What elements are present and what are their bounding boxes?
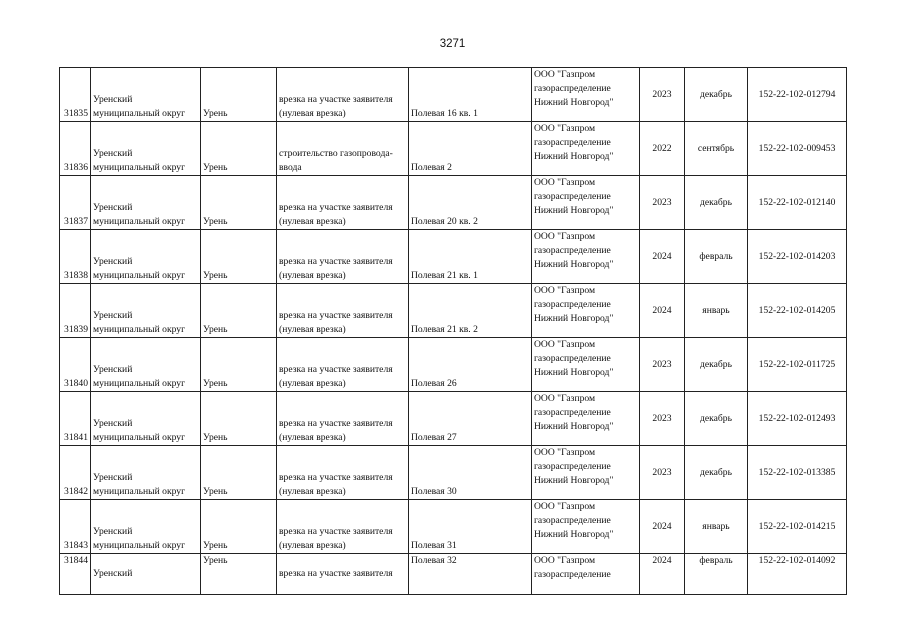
municipality-line: Уренский (93, 94, 133, 105)
table-row (60, 500, 847, 554)
organization-line: газораспределение (534, 245, 611, 256)
month: февраль (699, 250, 733, 262)
month-cell (685, 230, 748, 284)
code-cell (748, 122, 847, 176)
work-type-line: (нулевая врезка) (279, 432, 346, 443)
row-number-cell (60, 68, 91, 122)
register-table (59, 67, 847, 595)
work-type-line: (нулевая врезка) (279, 270, 346, 281)
municipality-cell (91, 176, 201, 230)
year: 2024 (652, 520, 672, 532)
year-cell (640, 176, 685, 230)
year-cell (640, 284, 685, 338)
row-number-cell (60, 392, 91, 446)
row-number: 31839 (64, 324, 88, 335)
address-cell (409, 392, 532, 446)
work-type-line: (нулевая врезка) (279, 216, 346, 227)
organization-line: ООО "Газпром (534, 285, 596, 296)
organization-line: ООО "Газпром (534, 447, 596, 458)
month: сентябрь (697, 142, 735, 154)
organization-cell (532, 500, 640, 554)
year-cell (640, 122, 685, 176)
work-type-cell (277, 554, 409, 595)
code-cell (748, 176, 847, 230)
address: Полевая 2 (411, 162, 452, 173)
organization-line: ООО "Газпром (534, 177, 596, 188)
locality: Урень (203, 378, 228, 389)
address-cell (409, 284, 532, 338)
organization-cell (532, 338, 640, 392)
organization-cell (532, 122, 640, 176)
month-cell (685, 500, 748, 554)
organization-cell (532, 284, 640, 338)
address: Полевая 31 (411, 540, 457, 551)
month: декабрь (700, 88, 732, 100)
municipality-line: Уренский (93, 148, 133, 159)
work-type-line: (нулевая врезка) (279, 378, 346, 389)
organization-line: Нижний Новгород" (534, 475, 614, 486)
year: 2023 (652, 412, 672, 424)
work-type-cell (277, 68, 409, 122)
municipality-line: муниципальный округ (93, 324, 186, 335)
code: 152-22-102-014205 (758, 304, 836, 316)
code: 152-22-102-012794 (758, 88, 836, 100)
year: 2023 (652, 358, 672, 370)
organization-line: ООО "Газпром (534, 231, 596, 242)
locality: Урень (203, 216, 228, 227)
organization-line: Нижний Новгород" (534, 259, 614, 270)
month: декабрь (700, 196, 732, 208)
month-cell (685, 338, 748, 392)
row-number-cell (60, 284, 91, 338)
municipality-line: Уренский (93, 256, 133, 267)
code: 152-22-102-012493 (758, 412, 836, 424)
address: Полевая 16 кв. 1 (411, 108, 478, 119)
organization-line: ООО "Газпром (534, 123, 596, 134)
row-number: 31836 (64, 162, 88, 173)
month-cell (685, 68, 748, 122)
code: 152-22-102-009453 (758, 142, 836, 154)
municipality-cell (91, 230, 201, 284)
month: январь (702, 304, 730, 316)
code: 152-22-102-014092 (758, 555, 836, 566)
locality-cell (201, 176, 277, 230)
organization-cell (532, 230, 640, 284)
locality-cell (201, 500, 277, 554)
municipality-line: Уренский (93, 472, 133, 483)
work-type-line: (нулевая врезка) (279, 108, 346, 119)
year-cell (640, 500, 685, 554)
code-cell (748, 446, 847, 500)
municipality-line: Уренский (93, 526, 133, 537)
month: декабрь (700, 358, 732, 370)
row-number-cell (60, 122, 91, 176)
organization-line: ООО "Газпром (534, 501, 596, 512)
work-type-line: (нулевая врезка) (279, 540, 346, 551)
locality-cell (201, 230, 277, 284)
municipality-line: Уренский (93, 202, 133, 213)
table-row (60, 176, 847, 230)
organization-line: газораспределение (534, 353, 611, 364)
work-type-cell (277, 338, 409, 392)
table-row (60, 446, 847, 500)
table-row (60, 284, 847, 338)
code: 152-22-102-012140 (758, 196, 836, 208)
year: 2023 (652, 196, 672, 208)
organization-line: Нижний Новгород" (534, 529, 614, 540)
table-row (60, 230, 847, 284)
organization-line: Нижний Новгород" (534, 367, 614, 378)
month-cell (685, 176, 748, 230)
code: 152-22-102-014215 (758, 520, 836, 532)
organization-line: газораспределение (534, 83, 611, 94)
month-cell (685, 392, 748, 446)
address: Полевая 21 кв. 1 (411, 270, 478, 281)
work-type-line: врезка на участке заявителя (279, 310, 393, 321)
municipality-line: муниципальный округ (93, 108, 186, 119)
month-cell (685, 122, 748, 176)
row-number: 31835 (64, 108, 88, 119)
year-cell (640, 68, 685, 122)
row-number-cell (60, 230, 91, 284)
address-cell (409, 230, 532, 284)
month: декабрь (700, 466, 732, 478)
municipality-line: муниципальный округ (93, 270, 186, 281)
organization-line: газораспределение (534, 407, 611, 418)
municipality-line: муниципальный округ (93, 540, 186, 551)
address-cell (409, 122, 532, 176)
month-cell (685, 446, 748, 500)
work-type-line: врезка на участке заявителя (279, 256, 393, 267)
code: 152-22-102-013385 (758, 466, 836, 478)
month: декабрь (700, 412, 732, 424)
organization-cell (532, 392, 640, 446)
organization-line: газораспределение (534, 191, 611, 202)
row-number-cell (60, 554, 91, 595)
work-type-line: (нулевая врезка) (279, 324, 346, 335)
work-type-line: врезка на участке заявителя (279, 418, 393, 429)
organization-line: ООО "Газпром (534, 339, 596, 350)
work-type-line: врезка на участке заявителя (279, 472, 393, 483)
code-cell (748, 230, 847, 284)
address: Полевая 20 кв. 2 (411, 216, 478, 227)
code: 152-22-102-011725 (758, 358, 836, 370)
locality-cell (201, 338, 277, 392)
municipality-cell (91, 68, 201, 122)
row-number: 31841 (64, 432, 88, 443)
organization-cell (532, 68, 640, 122)
address-cell (409, 446, 532, 500)
municipality-line: муниципальный округ (93, 378, 186, 389)
work-type-cell (277, 392, 409, 446)
month: февраль (699, 555, 733, 566)
locality-cell (201, 122, 277, 176)
work-type-line: врезка на участке заявителя (279, 568, 393, 579)
municipality-line: Уренский (93, 310, 133, 321)
municipality-cell (91, 446, 201, 500)
work-type-line: врезка на участке заявителя (279, 364, 393, 375)
work-type-line: врезка на участке заявителя (279, 94, 393, 105)
organization-line: газораспределение (534, 137, 611, 148)
year-cell (640, 230, 685, 284)
year: 2024 (652, 555, 672, 566)
locality-cell (201, 284, 277, 338)
work-type-cell (277, 446, 409, 500)
work-type-cell (277, 500, 409, 554)
organization-cell (532, 554, 640, 595)
organization-line: газораспределение (534, 515, 611, 526)
locality-cell (201, 392, 277, 446)
municipality-cell (91, 122, 201, 176)
row-number: 31843 (64, 540, 88, 551)
year: 2023 (652, 466, 672, 478)
code-cell (748, 338, 847, 392)
work-type-line: строительство газопровода- (279, 148, 393, 159)
organization-line: ООО "Газпром (534, 555, 596, 566)
locality: Урень (203, 540, 228, 551)
row-number-cell (60, 500, 91, 554)
table-row (60, 338, 847, 392)
organization-cell (532, 446, 640, 500)
municipality-line: муниципальный округ (93, 432, 186, 443)
code-cell (748, 68, 847, 122)
organization-line: Нижний Новгород" (534, 313, 614, 324)
code-cell (748, 392, 847, 446)
code-cell (748, 500, 847, 554)
organization-line: Нижний Новгород" (534, 151, 614, 162)
organization-line: газораспределение (534, 461, 611, 472)
organization-cell (532, 176, 640, 230)
table-row-partial (60, 554, 847, 595)
municipality-line: Уренский (93, 418, 133, 429)
locality: Урень (203, 555, 228, 566)
row-number-cell (60, 446, 91, 500)
year-cell (640, 338, 685, 392)
year: 2023 (652, 88, 672, 100)
organization-line: ООО "Газпром (534, 393, 596, 404)
address-cell (409, 176, 532, 230)
work-type-line: (нулевая врезка) (279, 486, 346, 497)
code-cell (748, 284, 847, 338)
address: Полевая 27 (411, 432, 457, 443)
row-number: 31840 (64, 378, 88, 389)
address: Полевая 32 (411, 555, 457, 566)
address: Полевая 26 (411, 378, 457, 389)
locality: Урень (203, 324, 228, 335)
year-cell (640, 392, 685, 446)
address-cell (409, 68, 532, 122)
municipality-cell (91, 284, 201, 338)
table-row (60, 68, 847, 122)
municipality-line: Уренский (93, 364, 133, 375)
work-type-cell (277, 122, 409, 176)
code-cell (748, 554, 847, 595)
locality-cell (201, 68, 277, 122)
row-number-cell (60, 176, 91, 230)
locality: Урень (203, 162, 228, 173)
month: январь (702, 520, 730, 532)
municipality-line: муниципальный округ (93, 216, 186, 227)
year-cell (640, 446, 685, 500)
work-type-cell (277, 230, 409, 284)
municipality-line: муниципальный округ (93, 486, 186, 497)
municipality-cell (91, 392, 201, 446)
work-type-line: врезка на участке заявителя (279, 526, 393, 537)
work-type-cell (277, 176, 409, 230)
organization-line: Нижний Новгород" (534, 421, 614, 432)
organization-line: ООО "Газпром (534, 69, 596, 80)
address: Полевая 30 (411, 486, 457, 497)
locality: Урень (203, 108, 228, 119)
municipality-cell (91, 554, 201, 595)
organization-line: газораспределение (534, 299, 611, 310)
row-number: 31842 (64, 486, 88, 497)
organization-line: Нижний Новгород" (534, 205, 614, 216)
address-cell (409, 554, 532, 595)
year: 2024 (652, 304, 672, 316)
row-number: 31838 (64, 270, 88, 281)
year: 2024 (652, 250, 672, 262)
year-cell (640, 554, 685, 595)
work-type-line: ввода (279, 162, 302, 173)
address-cell (409, 338, 532, 392)
municipality-line: Уренский (93, 568, 133, 579)
locality: Урень (203, 270, 228, 281)
row-number-cell (60, 338, 91, 392)
locality-cell (201, 554, 277, 595)
row-number: 31844 (64, 555, 88, 566)
month-cell (685, 284, 748, 338)
municipality-cell (91, 500, 201, 554)
locality: Урень (203, 486, 228, 497)
table-row (60, 122, 847, 176)
organization-line: газораспределение (534, 569, 611, 580)
month-cell (685, 554, 748, 595)
year: 2022 (652, 142, 672, 154)
address: Полевая 21 кв. 2 (411, 324, 478, 335)
table-row (60, 392, 847, 446)
organization-line: Нижний Новгород" (534, 97, 614, 108)
work-type-line: врезка на участке заявителя (279, 202, 393, 213)
locality: Урень (203, 432, 228, 443)
code: 152-22-102-014203 (758, 250, 836, 262)
locality-cell (201, 446, 277, 500)
municipality-cell (91, 338, 201, 392)
row-number: 31837 (64, 216, 88, 227)
municipality-line: муниципальный округ (93, 162, 186, 173)
work-type-cell (277, 284, 409, 338)
address-cell (409, 500, 532, 554)
page-number: 3271 (439, 38, 466, 50)
